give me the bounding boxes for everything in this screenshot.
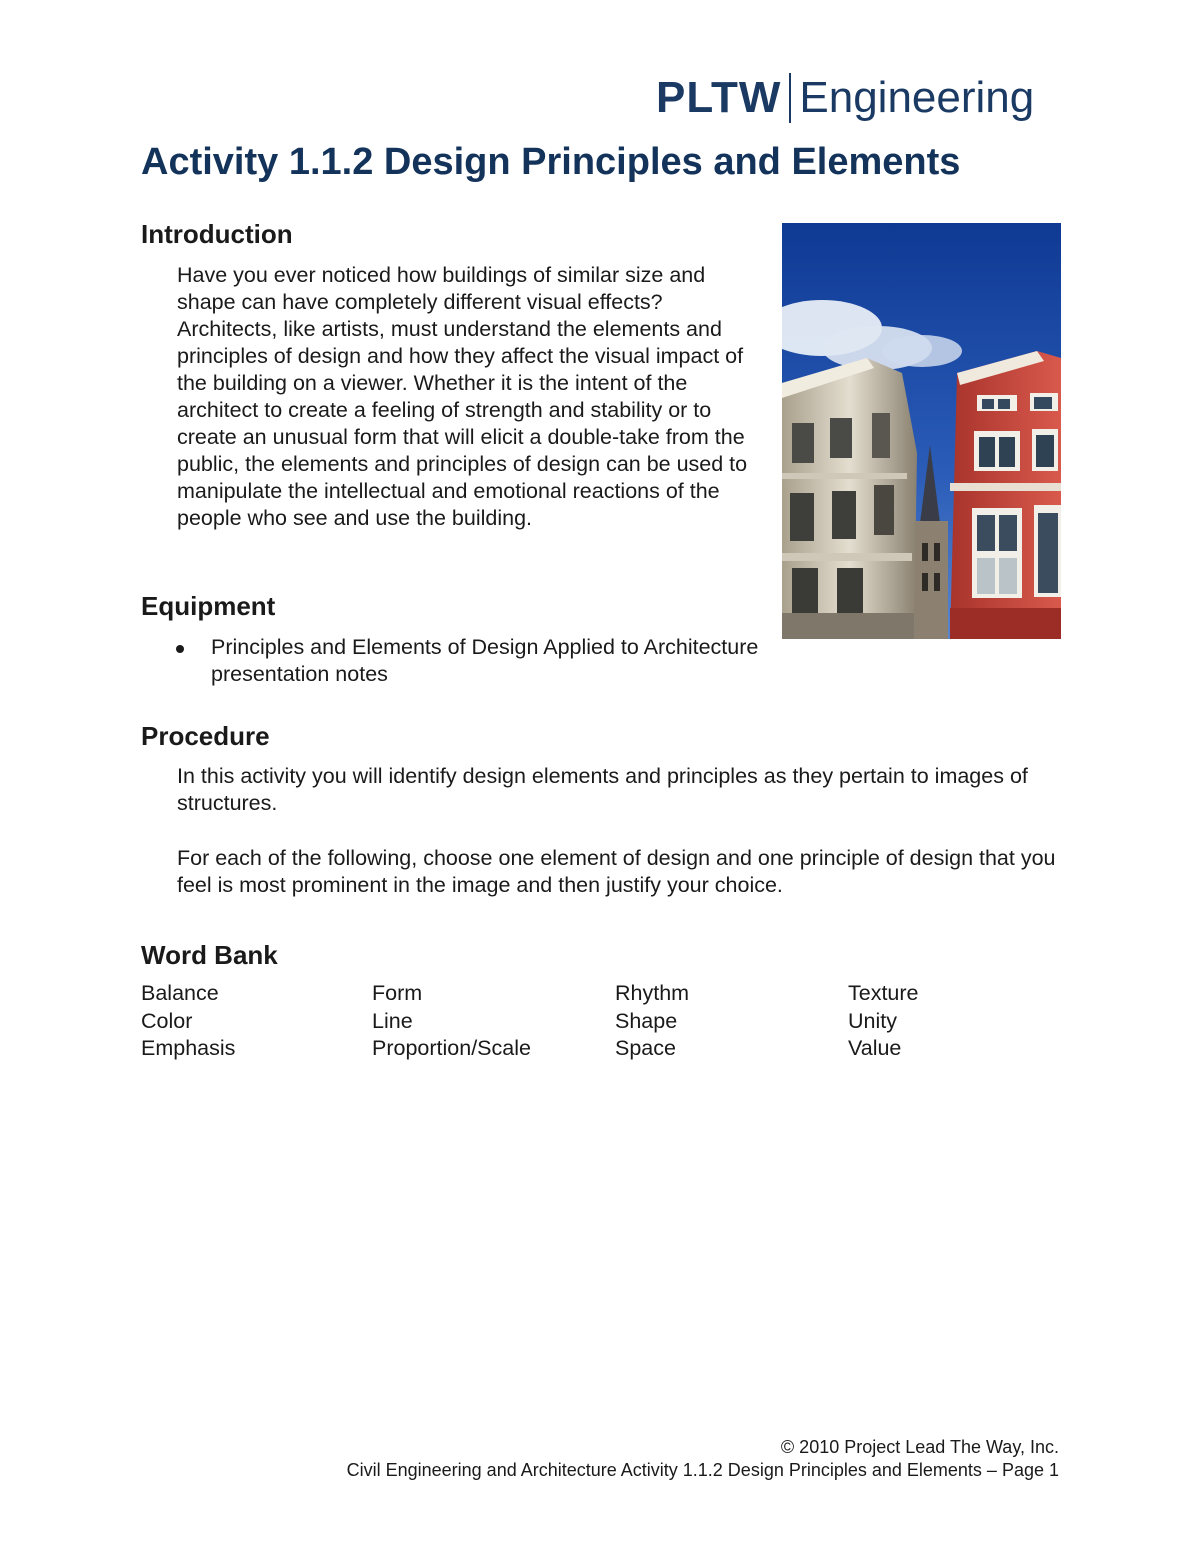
word-bank-row xyxy=(141,1008,1061,1036)
word-bank-table xyxy=(141,980,1061,1063)
word-bank-term: Emphasis xyxy=(141,1036,236,1060)
word-bank-term: Color xyxy=(141,1008,193,1033)
list-item xyxy=(141,634,761,688)
procedure-paragraph: For each of the following, choose one element of design and one principle of design that you feel is most prominent in the image and then justify your choice. xyxy=(177,846,1056,897)
pltw-logo xyxy=(656,70,1034,126)
page-title: Activity 1.1.2 Design Principles and Elements xyxy=(141,141,961,183)
footer-course-line: Civil Engineering and Architecture Activity 1.1.2 Design Principles and Elements – Page 1 xyxy=(346,1460,1059,1480)
word-bank-term: Texture xyxy=(848,981,919,1005)
introduction-text: Have you ever noticed how buildings of similar size and shape can have completely different visual effects? Architects, like artists, must understand the elements and principles of design and how they affect the visual impact of the building on a viewer. Whether it is the intent of the architect to create a feeling of strength and stability or to create an unusual form that will elicit a double-take from the public, the elements and principles of design can be used to manipulate the intellectual and emotional reactions of the people who see and use the building. xyxy=(177,263,748,530)
bullet-icon xyxy=(176,645,184,653)
building-photo xyxy=(782,223,1061,639)
word-bank-term: Balance xyxy=(141,981,219,1005)
logo-text: Engineering xyxy=(799,73,1035,122)
word-bank-row xyxy=(141,1035,1061,1063)
logo-mark: PLTW xyxy=(656,73,782,122)
equipment-item-text: Principles and Elements of Design Applied to Architecture presentation notes xyxy=(211,635,759,686)
word-bank-term: Line xyxy=(372,1008,413,1033)
procedure-paragraph: In this activity you will identify design elements and principles as they pertain to images of structures. xyxy=(177,764,1028,815)
logo-divider xyxy=(789,73,791,123)
word-bank-term: Shape xyxy=(615,1008,678,1033)
word-bank-term: Rhythm xyxy=(615,981,690,1005)
word-bank-term: Unity xyxy=(848,1008,897,1033)
copyright-text: © 2010 Project Lead The Way, Inc. xyxy=(780,1437,1059,1457)
word-bank-heading: Word Bank xyxy=(141,940,278,970)
word-bank-term: Proportion/Scale xyxy=(372,1036,531,1060)
word-bank-term: Space xyxy=(615,1036,676,1060)
equipment-list xyxy=(141,634,761,688)
word-bank-term: Form xyxy=(372,981,423,1005)
word-bank-term: Value xyxy=(848,1036,902,1060)
equipment-heading: Equipment xyxy=(141,591,276,621)
procedure-heading: Procedure xyxy=(141,721,270,751)
word-bank-row xyxy=(141,980,1061,1008)
introduction-heading: Introduction xyxy=(141,219,293,249)
page-footer xyxy=(347,1436,1059,1482)
